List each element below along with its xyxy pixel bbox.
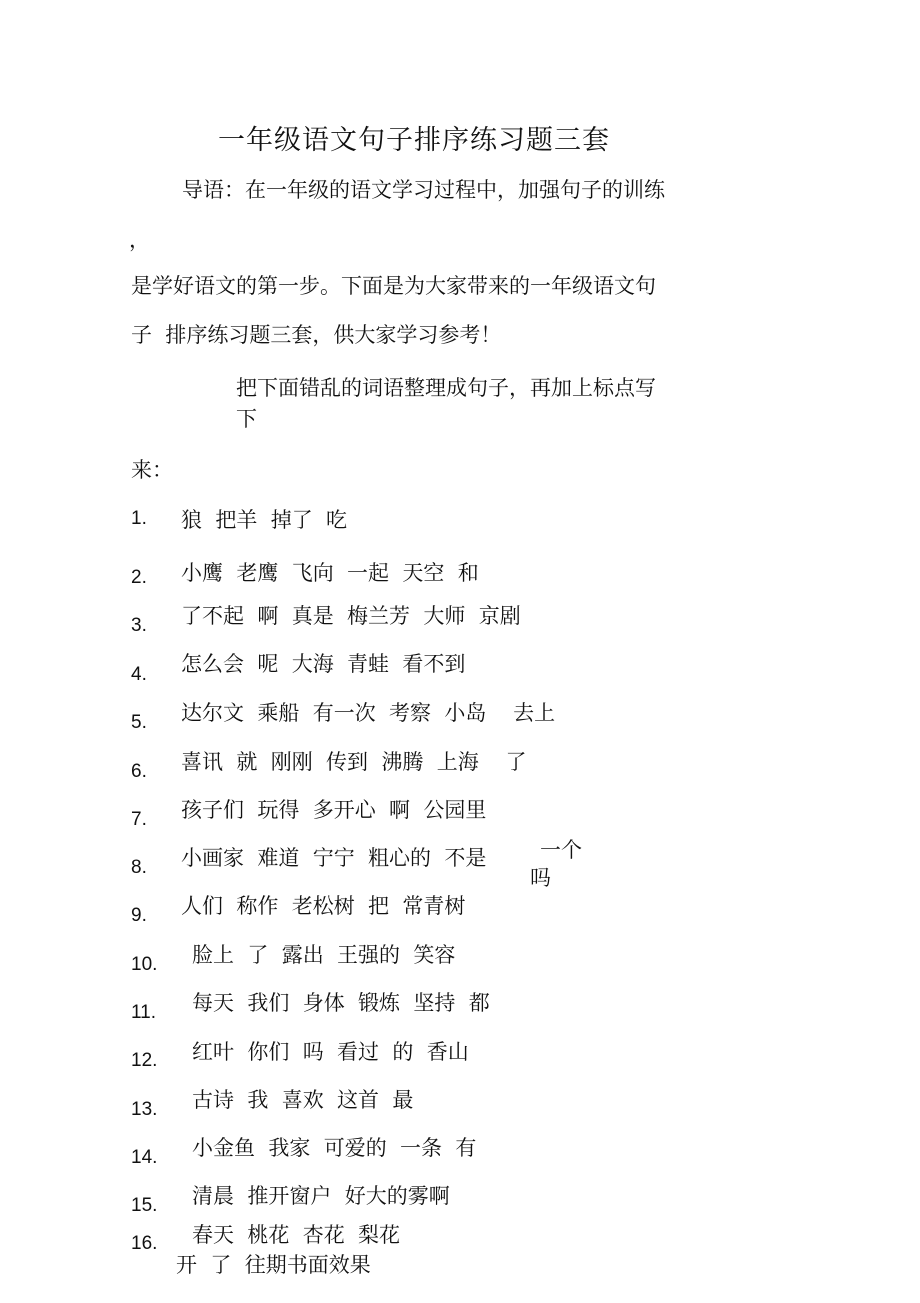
exercise-number: 9. <box>131 905 147 926</box>
cutoff-text-line: 开 了 往期书面效果 <box>176 1253 371 1277</box>
exercise-number: 4. <box>131 664 147 685</box>
instruction-line-3: 来： <box>131 458 173 482</box>
exercise-extra-clipped: 吗 <box>530 866 551 890</box>
exercise-number: 2. <box>131 567 147 588</box>
exercise-number: 3. <box>131 615 147 636</box>
exercise-number: 16. <box>131 1233 158 1254</box>
instruction-line-1: 把下面错乱的词语整理成句子，再加上标点写 <box>236 376 656 400</box>
intro-line-1: 导语：在一年级的语文学习过程中，加强句子的训练 <box>182 178 665 202</box>
exercise-words: 人们 称作 老松树 把 常青树 <box>181 894 466 918</box>
exercise-words: 小画家 难道 宁宁 粗心的 不是 <box>181 846 487 870</box>
exercise-number: 6. <box>131 761 147 782</box>
exercise-number: 10. <box>131 954 158 975</box>
exercise-words: 喜讯 就 刚刚 传到 沸腾 上海 了 <box>181 750 527 774</box>
intro-line-2: 是学好语文的第一步。下面是为大家带来的一年级语文句 <box>131 274 656 298</box>
page-title: 一年级语文句子排序练习题三套 <box>218 125 610 156</box>
exercise-words: 红叶 你们 吗 看过 的 香山 <box>192 1040 469 1064</box>
exercise-extra-word: 一个 <box>540 838 582 862</box>
exercise-words: 清晨 推开窗户 好大的雾啊 <box>192 1184 450 1208</box>
exercise-number: 11. <box>131 1002 157 1023</box>
exercise-words: 小金鱼 我家 可爱的 一条 有 <box>192 1136 477 1160</box>
exercise-words: 春天 桃花 杏花 梨花 <box>192 1223 401 1247</box>
intro-comma: ， <box>129 228 150 252</box>
exercise-words: 怎么会 呢 大海 青蛙 看不到 <box>181 652 466 676</box>
exercise-words: 了不起 啊 真是 梅兰芳 大师 京剧 <box>181 604 521 628</box>
exercise-words: 孩子们 玩得 多开心 啊 公园里 <box>181 798 487 822</box>
exercise-words: 狼 把羊 掉了 吃 <box>181 508 348 532</box>
exercise-number: 7. <box>131 809 147 830</box>
exercise-words: 小鹰 老鹰 飞向 一起 天空 和 <box>181 561 479 585</box>
exercise-words: 古诗 我 喜欢 这首 最 <box>192 1088 414 1112</box>
exercise-number: 8. <box>131 857 147 878</box>
exercise-words: 脸上 了 露出 王强的 笑容 <box>192 943 456 967</box>
exercise-words: 每天 我们 身体 锻炼 坚持 都 <box>192 991 490 1015</box>
exercise-words: 达尔文 乘船 有一次 考察 小岛 去上 <box>181 701 556 725</box>
instruction-line-2: 下 <box>236 407 257 431</box>
intro-line-3: 子 排序练习题三套，供大家学习参考！ <box>131 323 502 347</box>
exercise-number: 1. <box>131 508 147 529</box>
exercise-number: 12. <box>131 1050 158 1071</box>
exercise-number: 13. <box>131 1099 158 1120</box>
exercise-number: 5. <box>131 712 147 733</box>
exercise-number: 15. <box>131 1195 158 1216</box>
exercise-number: 14. <box>131 1147 158 1168</box>
